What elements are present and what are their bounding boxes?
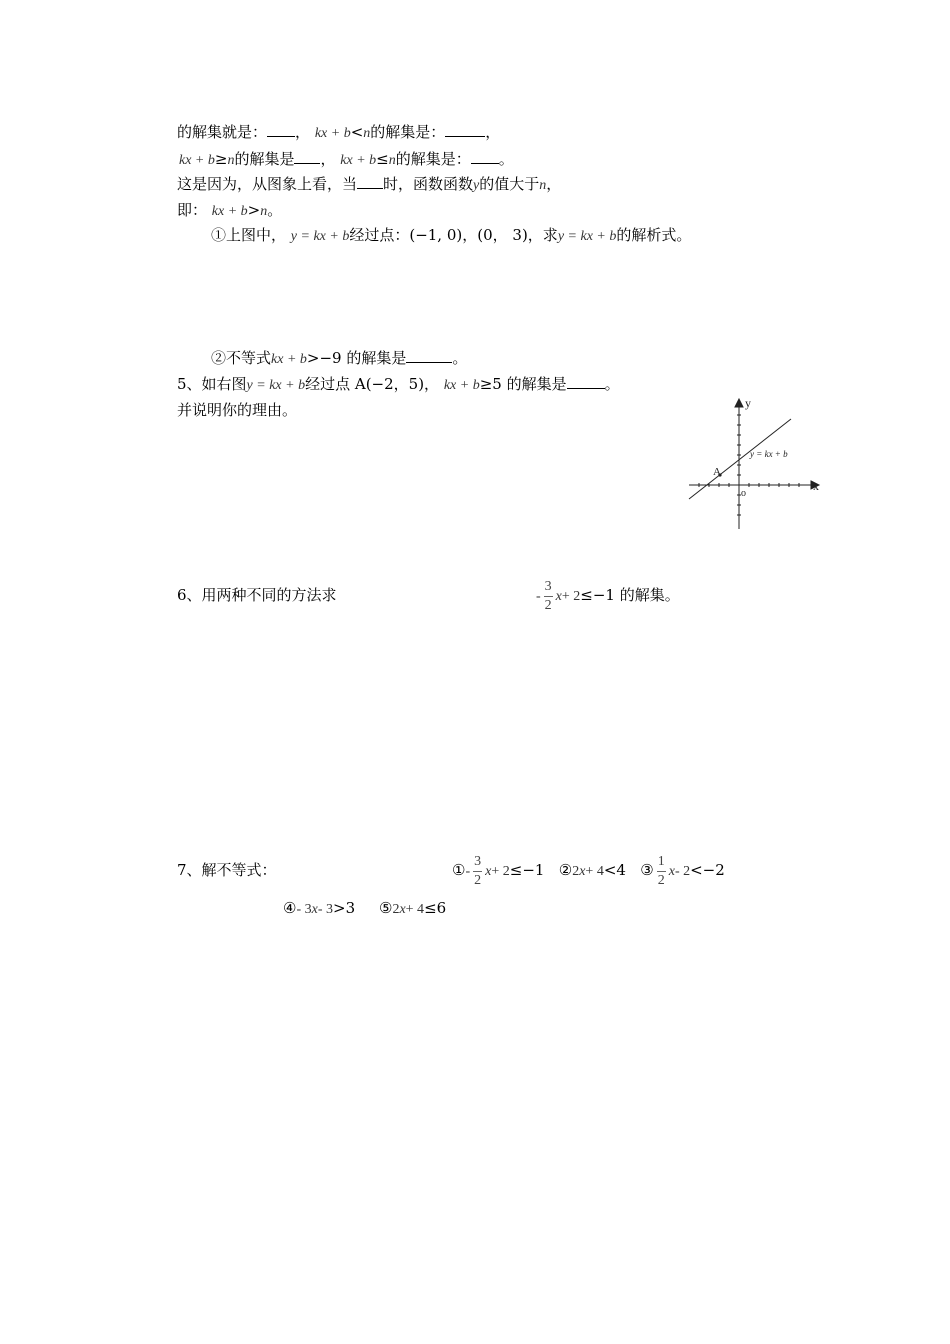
math-expr: y [473, 178, 480, 193]
math-expr: - [536, 589, 541, 604]
item-marker: ③ [640, 861, 654, 879]
item-marker: ⑤ [378, 899, 393, 917]
text: 时，函数函数 [383, 175, 474, 193]
text: ， [320, 150, 336, 168]
text-line-2 [179, 149, 514, 171]
denominator: 2 [657, 872, 665, 888]
text: ≤−1 的解集。 [580, 586, 680, 604]
math-expr: 2 [392, 902, 400, 917]
answer-blank[interactable] [471, 149, 499, 164]
y-axis-label: y [745, 396, 751, 410]
item-marker: ② [558, 861, 573, 879]
text: 这是因为，从图象上看，当 [177, 175, 358, 193]
text: 7、解不等式： [177, 861, 277, 879]
numerator: 3 [544, 578, 553, 597]
text: ， [295, 123, 311, 141]
text: 经过点：(−1, 0)，(0， 3)，求 [349, 226, 558, 244]
math-expr: x [579, 864, 586, 879]
math-expr: kx + b [443, 378, 480, 393]
fraction [473, 853, 482, 890]
text: ≤ [376, 150, 389, 168]
question-7-items-row1 [452, 850, 725, 892]
math-expr: 2 [572, 864, 580, 879]
text: 的解集是 [234, 150, 295, 168]
answer-blank[interactable] [567, 374, 605, 389]
text: 的解析式。 [616, 226, 692, 244]
answer-blank[interactable] [406, 348, 452, 363]
math-expr: y = kx + b [246, 378, 306, 393]
text: 的值大于 [479, 175, 540, 193]
question-7-items-row2 [283, 898, 446, 920]
text: <4 [603, 861, 626, 879]
fraction [657, 853, 666, 890]
text: ≥5 的解集是 [479, 375, 567, 393]
fraction [544, 578, 553, 615]
axis-ticks [699, 415, 799, 515]
text: 。 [604, 375, 620, 393]
text: ， [485, 123, 501, 141]
question-4-1 [211, 225, 691, 247]
math-expr: kx + b [314, 126, 351, 141]
line-equation-label: y = kx + b [750, 449, 788, 459]
math-expr: x [555, 589, 562, 604]
text: 。 [267, 201, 283, 219]
text: 的解集是： [395, 150, 471, 168]
answer-blank[interactable] [445, 122, 485, 137]
point-a-label: A [713, 466, 721, 478]
question-5-reason [177, 400, 297, 420]
origin-label: o [741, 488, 746, 499]
function-line [689, 419, 791, 499]
text: 即： [177, 201, 208, 219]
text: 的解集是： [370, 123, 446, 141]
question-7-label [177, 860, 277, 880]
numerator: 3 [473, 853, 482, 872]
math-expr: x [485, 864, 492, 879]
math-expr: n [227, 153, 235, 168]
question-6-label [177, 585, 337, 605]
numerator: 1 [657, 853, 666, 872]
math-expr: x [399, 902, 406, 917]
text-line-1 [177, 122, 500, 144]
text: 。 [452, 349, 468, 367]
math-expr: n [260, 204, 268, 219]
math-expr: kx + b [340, 153, 377, 168]
text: 并说明你的理由。 [177, 401, 298, 419]
text: ②不等式 [211, 349, 272, 367]
text-line-4 [177, 200, 282, 222]
math-expr: + 4 [585, 864, 604, 879]
y-axis [735, 399, 743, 529]
text: 的解集就是： [177, 123, 268, 141]
item-marker: ① [452, 861, 466, 879]
text: ≥ [214, 150, 228, 168]
math-expr: + 2 [561, 589, 581, 604]
text: >3 [333, 899, 356, 917]
math-expr: - 2 [674, 864, 691, 879]
text: ≤6 [424, 899, 447, 917]
text: 。 [498, 150, 514, 168]
text: >−9 的解集是 [306, 349, 407, 367]
math-expr: - 3 [317, 902, 334, 917]
math-expr: kx + b [211, 204, 248, 219]
answer-blank[interactable] [294, 149, 320, 164]
math-expr: kx + b [179, 153, 215, 168]
item-marker: ④ [283, 899, 297, 917]
denominator: 2 [544, 597, 552, 613]
math-expr: x [668, 864, 675, 879]
math-expr: - 3 [296, 902, 312, 917]
text: ≤−1 [509, 861, 545, 879]
math-expr: + 4 [405, 902, 425, 917]
math-expr: n [388, 153, 396, 168]
text: ①上图中， [211, 226, 287, 244]
math-expr: kx + b [271, 352, 307, 367]
math-expr: x [311, 902, 318, 917]
text: 经过点 A(−2，5)， [305, 375, 440, 393]
denominator: 2 [474, 872, 482, 888]
math-expr: + 2 [491, 864, 510, 879]
answer-blank[interactable] [357, 174, 383, 189]
text: ， [546, 175, 562, 193]
x-axis-label: x [813, 479, 819, 493]
question-6-expr [536, 576, 680, 616]
text-line-3 [177, 174, 561, 196]
text: > [247, 201, 261, 219]
text: < [350, 123, 364, 141]
text: 6、用两种不同的方法求 [177, 586, 337, 604]
text: 5、如右图 [177, 375, 247, 393]
math-expr: - [465, 864, 471, 879]
question-5 [177, 374, 620, 396]
math-expr: y = kx + b [557, 229, 617, 244]
question-4-2 [211, 348, 467, 370]
math-expr: y = kx + b [290, 229, 350, 244]
math-expr: n [539, 178, 547, 193]
coordinate-graph [683, 395, 833, 535]
answer-blank[interactable] [267, 122, 295, 137]
math-expr: n [363, 126, 371, 141]
text: <−2 [690, 861, 725, 879]
